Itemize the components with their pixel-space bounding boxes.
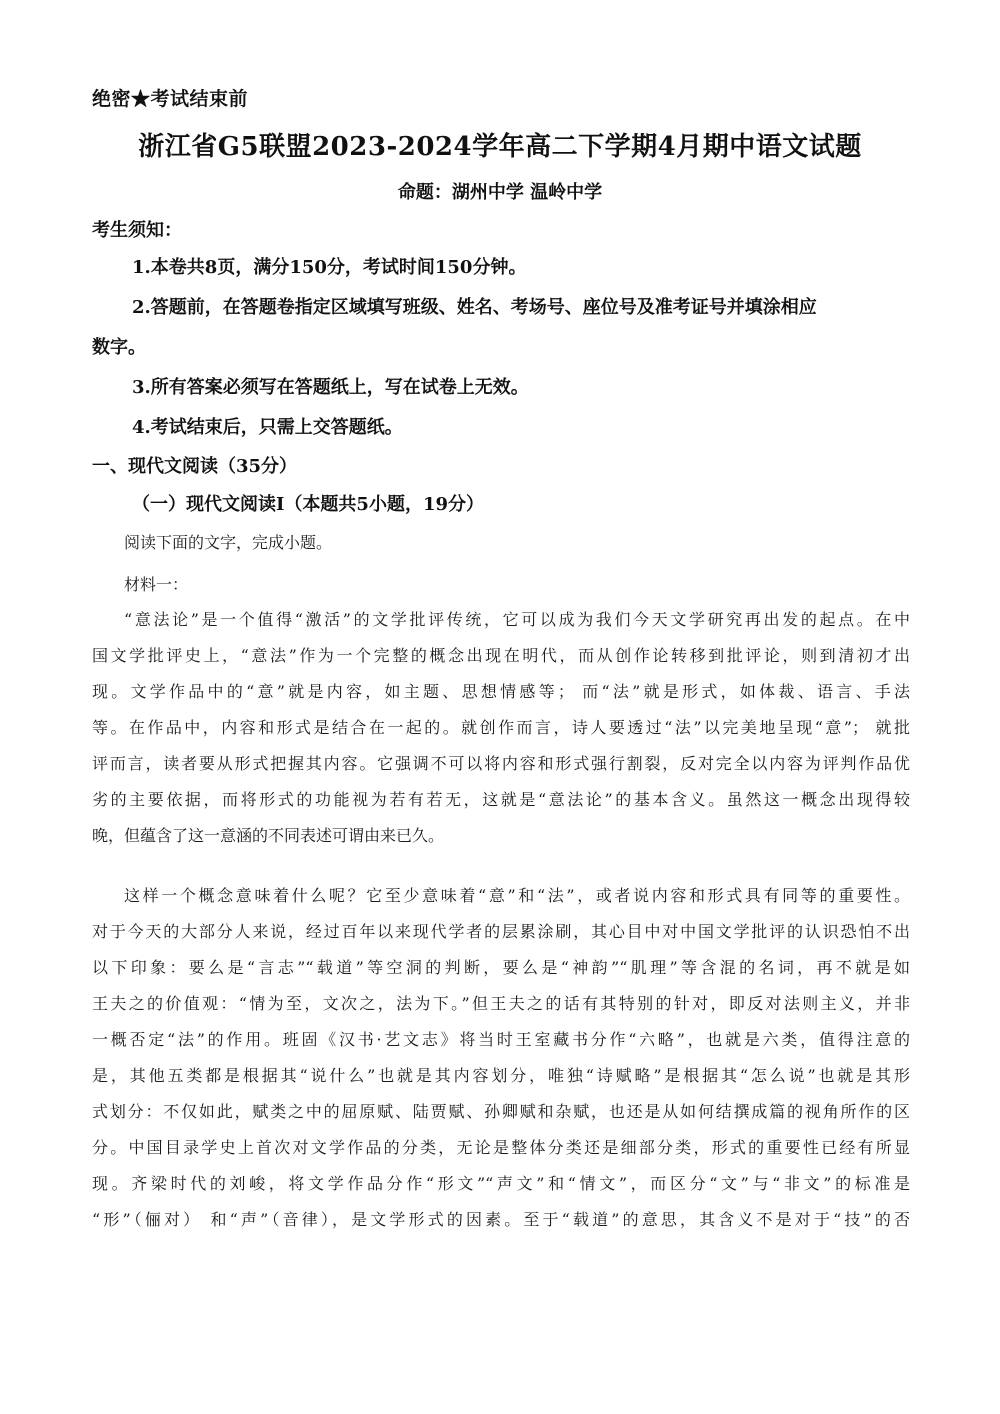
passage-line: 这样一个概念意味着什么呢？它至少意味着“意”和“法”，或者说内容和形式具有同等的重要性。 <box>124 886 910 905</box>
material-label: 材料一： <box>124 575 189 594</box>
notice-heading: 考生须知： <box>92 220 182 241</box>
passage-line: 国文学批评史上，“意法”作为一个完整的概念出现在明代，而从创作论转移到批评论，则到清初才出 <box>92 646 910 665</box>
passage-line: 评而言，读者要从形式把握其内容。它强调不可以将内容和形式强行割裂，反对完全以内容为评判作品优 <box>92 754 910 773</box>
notice-list <box>92 248 912 448</box>
passage-line: 等。在作品中，内容和形式是结合在一起的。就创作而言，诗人要透过“法”以完美地呈现“意”； 就批 <box>92 718 910 737</box>
exam-title: 浙江省G5联盟2023-2024学年高二下学期4月期中语文试题 <box>138 132 862 162</box>
passage-line: 一概否定“法”的作用。班固《汉书·艺文志》将当时王室藏书分作“六略”，也就是六类，值得注意的 <box>92 1030 910 1049</box>
notice-item: 2.答题前，在答题卷指定区域填写班级、姓名、考场号、座位号及准考证号并填涂相应 <box>132 297 817 318</box>
notice-item: 数字。 <box>92 337 146 358</box>
passage-line: 现。文学作品中的“意”就是内容，如主题、思想情感等； 而“法”就是形式，如体裁、语言、手法 <box>92 682 910 701</box>
passage-line: “形”（俪对） 和“声”（音律），是文学形式的因素。至于“载道”的意思，其含义不是对于“技”的否 <box>92 1210 910 1229</box>
notice-item: 3.所有答案必须写在答题纸上，写在试卷上无效。 <box>132 377 529 398</box>
instruction-text: 阅读下面的文字，完成小题。 <box>124 533 333 552</box>
passage-line: 王夫之的价值观：“情为至，文次之，法为下。”但王夫之的话有其特别的针对，即反对法则主义，并非 <box>92 994 910 1013</box>
passage-line: 劣的主要依据，而将形式的功能视为若有若无，这就是“意法论”的基本含义。虽然这一概念出现得较 <box>92 790 910 809</box>
passage-paragraph-2 <box>92 878 910 1238</box>
passage-line: 式划分：不仅如此，赋类之中的屈原赋、陆贾赋、孙卿赋和杂赋，也还是从如何结撰成篇的视角所作的区 <box>92 1102 910 1121</box>
notice-item: 4.考试结束后，只需上交答题纸。 <box>132 417 403 438</box>
passage-paragraph-1 <box>92 602 910 854</box>
passage-line: 现。齐梁时代的刘峻，将文学作品分作“形文”“声文”和“情文”，而区分“文”与“非文”的标准是 <box>92 1174 910 1193</box>
confidential-label: 绝密★考试结束前 <box>92 88 249 110</box>
passage-line: 分。中国目录学史上首次对文学作品的分类，无论是整体分类还是细部分类，形式的重要性已经有所显 <box>92 1138 910 1157</box>
notice-item: 1.本卷共8页，满分150分，考试时间150分钟。 <box>132 257 527 278</box>
passage-line: 是，其他五类都是根据其“说什么”也就是其内容划分，唯独“诗赋略”是根据其“怎么说”也就是其形 <box>92 1066 910 1085</box>
section-title: 一、现代文阅读（35分） <box>92 456 298 477</box>
passage-line: 对于今天的大部分人来说，经过百年以来现代学者的层累涂刷，其心目中对中国文学批评的认识恐怕不出 <box>92 922 910 941</box>
exam-authors: 命题：湖州中学 温岭中学 <box>397 182 603 203</box>
passage-line: “意法论”是一个值得“激活”的文学批评传统，它可以成为我们今天文学研究再出发的起点。在中 <box>124 610 910 629</box>
section-subtitle: （一）现代文阅读Ⅰ（本题共5小题，19分） <box>132 494 484 515</box>
passage-line: 以下印象：要么是“言志”“载道”等空洞的判断，要么是“神韵”“肌理”等含混的名词，再不就是如 <box>92 958 910 977</box>
passage-line: 晚，但蕴含了这一意涵的不同表述可谓由来已久。 <box>92 826 445 845</box>
